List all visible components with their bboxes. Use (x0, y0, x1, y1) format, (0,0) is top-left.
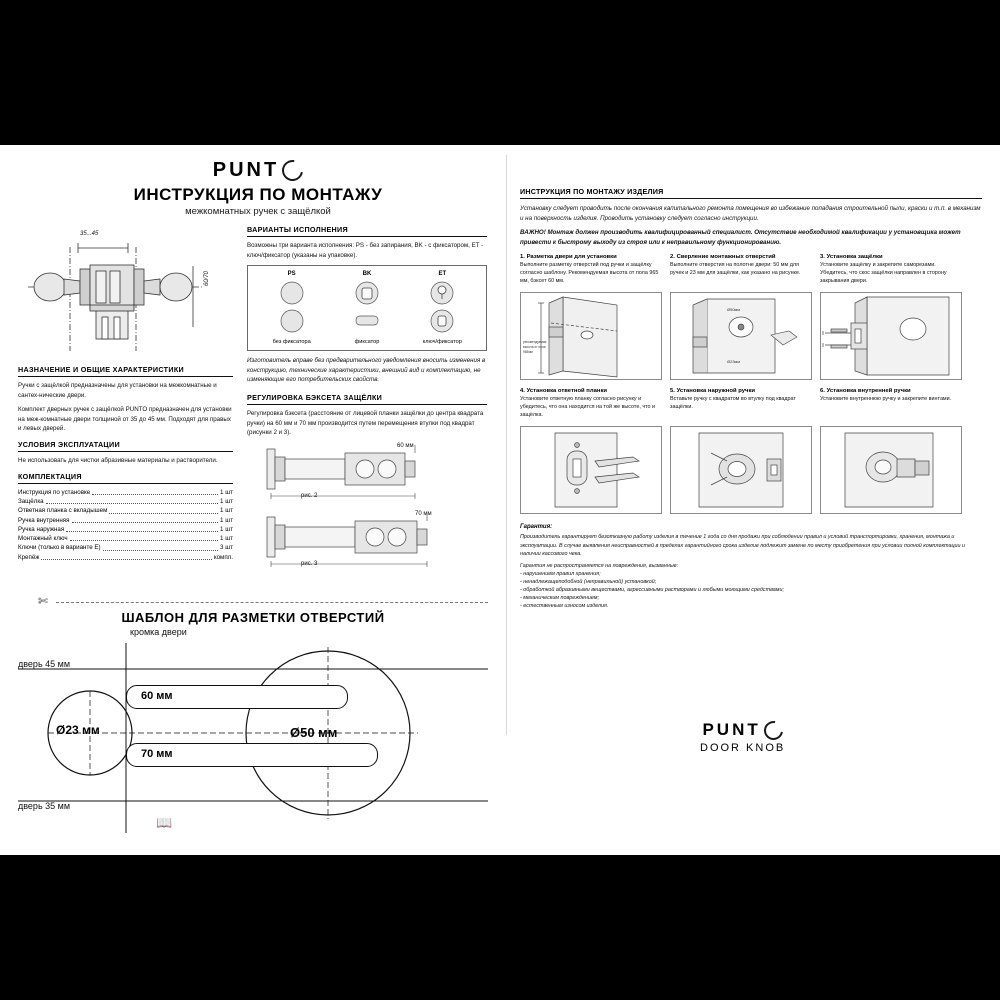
footer-subtitle: DOOR KNOB (700, 742, 786, 754)
assembly-intro: Установку следует проводить после окончания капитального ремонта помещения во избежание попадания строительной пыли, краски и т.п. в механизм и на поверхность изделия. Проводить установку следует согласно инструкции. (520, 205, 981, 222)
kit-item-qty: 3 шт (220, 544, 233, 552)
step-5 (670, 388, 812, 514)
leader-dots (70, 534, 218, 541)
step-4-title: 4. Установка ответной планки (520, 388, 608, 395)
brand-logo (18, 159, 498, 182)
warranty-exclusion: - механическим повреждением; (520, 595, 600, 602)
assembly-title: ИНСТРУКЦИЯ ПО МОНТАЖУ ИЗДЕЛИЯ (520, 187, 982, 199)
pill-60-label: 60 мм (141, 690, 173, 702)
template-title: ШАБЛОН ДЛЯ РАЗМЕТКИ ОТВЕРСТИЙ (121, 610, 385, 625)
brand-wordmark: PUNT (212, 159, 280, 181)
svg-text:Ø50мм: Ø50мм (727, 307, 741, 313)
footer-ring-icon (760, 717, 786, 743)
kit-item (18, 506, 233, 515)
pill-60 (126, 685, 348, 709)
label-door-35: дверь 35 мм (18, 801, 71, 811)
label-hole-50: Ø50 мм (290, 725, 338, 740)
kit-item-name: Инструкция по установке (18, 488, 91, 496)
kit-item-name: Крепёж (18, 553, 40, 561)
section-purpose-title: НАЗНАЧЕНИЕ И ОБЩИЕ ХАРАКТЕРИСТИКИ (18, 365, 233, 377)
cut-line (56, 602, 488, 603)
template-drawing (18, 627, 488, 833)
warranty-exclusions-title: Гарантия не распространяется на повреждения, вызванные: (520, 562, 679, 569)
warranty-exclusion: - ненадлежащеподобной (неправильной) установкой; (520, 578, 657, 585)
left-column (18, 153, 498, 583)
kit-item (18, 534, 233, 543)
fig2-dimension: 60 мм (397, 442, 414, 449)
pill-70 (126, 743, 378, 767)
label-door-edge: кромка двери (130, 627, 187, 637)
fig3-dimension: 70 мм (415, 510, 432, 517)
right-column (520, 153, 982, 610)
variant-code: PS (287, 271, 296, 278)
kit-item (18, 488, 233, 497)
dimension-thickness: 35...45 (80, 231, 99, 237)
variants-diagram (254, 277, 480, 339)
backset-intro: Регулировка бэксета (расстояние от лицевой планки защёлки до центра квадрата ручки) на 60 мм и 70 мм производится путем перемещения втулки под квадрат (рисунки 2 и 3). (247, 410, 484, 437)
svg-text:965мм: 965мм (523, 350, 533, 355)
knob-assembly-svg (18, 231, 233, 359)
section-conditions-title: УСЛОВИЯ ЭКСПЛУАТАЦИИ (18, 440, 233, 452)
kit-item-name: Ключи (только в варианте E) (18, 544, 101, 552)
step-2 (670, 254, 812, 380)
leader-dots (66, 525, 218, 532)
step-2-image (670, 292, 812, 380)
kit-item-qty: 1 шт (220, 497, 233, 505)
step-5-title: 5. Установка наружной ручки (670, 388, 756, 395)
step-5-image (670, 426, 812, 514)
warranty-title: Гарантия: (520, 524, 553, 531)
purpose-p2: Комплект дверных ручек с защёлкой PUNTO предназначен для установки на меж-комнатные двери толщиной от 35 до 45 мм. Подходят для правых и левых дверей. (18, 406, 232, 433)
step-4-desc: Установите ответную планку согласно рисунку и убедитесь, что она находится на той же высоте, что и защёлка. (520, 396, 656, 419)
step-6-desc: Установите внутреннюю ручку и закрепите винтами. (820, 396, 952, 403)
page-subtitle: межкомнатных ручек с защёлкой (185, 206, 331, 217)
step-4 (520, 388, 662, 514)
step-2-desc: Выполните отверстия на полотне двери: 50 мм для ручек и 23 мм для защёлки, как указано на рисунке. (670, 262, 801, 277)
latch-70-svg (247, 511, 473, 569)
backset-fig2 (247, 443, 487, 509)
leader-dots (41, 553, 211, 560)
door-marking-svg (521, 293, 662, 379)
svg-text:рекомендуемая: рекомендуемая (523, 340, 547, 345)
kit-item (18, 543, 233, 552)
leader-dots (103, 543, 218, 550)
variant-code: ET (438, 271, 447, 278)
fig3-caption: рис. 3 (301, 560, 318, 567)
outer-knob-svg (671, 427, 812, 513)
kit-item (18, 516, 233, 525)
kit-item-name: Ручка внутренняя (18, 516, 70, 524)
backset-fig3 (247, 511, 487, 577)
leader-dots (46, 497, 218, 504)
step-3-image (820, 292, 962, 380)
variants-note: Изготовитель вправе без предварительного уведомления вносить изменения в конструкцию, технические характеристики, внешний вид и комплектацию, не изменяющие его потребительских свойств. (247, 357, 486, 384)
kit-item-name: Ручка наружная (18, 525, 65, 533)
step-1-title: 1. Разметка двери для установки (520, 254, 617, 261)
warranty-block (520, 524, 982, 610)
step-3-title: 3. Установка защёлки (820, 254, 883, 261)
step-3 (820, 254, 962, 380)
dimension-backset: 60/70 (204, 270, 210, 286)
latch-60-svg (247, 443, 473, 501)
page-title: ИНСТРУКЦИЯ ПО МОНТАЖУ (133, 185, 383, 204)
strike-plate-svg (521, 427, 662, 513)
kit-item-qty: 1 шт (220, 488, 233, 496)
variants-table (247, 265, 487, 351)
kit-item (18, 525, 233, 534)
kit-item-name: Ответная планка с вкладышем (18, 507, 108, 515)
footer-brand (700, 720, 785, 754)
step-1 (520, 254, 662, 380)
marking-template (18, 594, 488, 850)
left-text-block (18, 365, 233, 577)
step-6 (820, 388, 962, 514)
step-1-desc: Выполните разметку отверстий под ручки и защёлку согласно шаблону. Рекомендуемая высота от пола 965 мм, бэксет 60 мм. (520, 262, 659, 285)
latch-install-svg (821, 293, 962, 379)
leader-dots (92, 488, 218, 495)
purpose-p1: Ручки с защёлкой предназначены для установки на межкомнатные и сантех-нические двери. (18, 382, 217, 399)
variant-caption: без фиксатора (272, 339, 311, 346)
variants-title: ВАРИАНТЫ ИСПОЛНЕНИЯ (247, 225, 487, 237)
kit-item-qty: компл. (213, 553, 233, 561)
label-door-45: дверь 45 мм (18, 659, 71, 669)
footer-wordmark: PUNT (702, 720, 761, 739)
drilling-svg (671, 293, 812, 379)
step-1-image (520, 292, 662, 380)
kit-item (18, 553, 233, 562)
pill-70-label: 70 мм (141, 748, 173, 760)
kit-item-qty: 1 шт (220, 507, 233, 515)
book-icon: 📖 (156, 815, 173, 830)
inner-knob-svg (821, 427, 962, 513)
kit-item-qty: 1 шт (220, 535, 233, 543)
step-4-image (520, 426, 662, 514)
instruction-sheet (0, 145, 1000, 855)
product-drawing (18, 231, 233, 361)
variant-caption: фиксатор (354, 339, 380, 346)
variant-code: BK (362, 271, 372, 278)
fig2-caption: рис. 2 (301, 492, 318, 499)
backset-title: РЕГУЛИРОВКА БЭКСЕТА ЗАЩЁЛКИ (247, 393, 487, 405)
section-kit (18, 472, 233, 562)
column-divider (506, 155, 507, 735)
step-2-title: 2. Сверление монтажных отверстий (670, 254, 776, 261)
scissors-icon: ✄ (38, 594, 49, 608)
section-kit-title: КОМПЛЕКТАЦИЯ (18, 472, 233, 484)
assembly-important: ВАЖНО! Монтаж должен производить квалифицированный специалист. Отсутствие необходимой квалификации у установщика может привести к быстрому выходу из строя или к неправильному функционированию. (520, 229, 961, 246)
label-hole-23: Ø23 мм (56, 723, 100, 737)
section-conditions (18, 440, 233, 466)
leader-dots (109, 506, 218, 513)
kit-item-name: Монтажный ключ (18, 535, 68, 543)
brand-ring-icon (278, 156, 307, 185)
warranty-exclusion: - обработкой абразивными веществами, агрессивными растворами и любыми моющими средствами; (520, 587, 784, 594)
section-purpose (18, 365, 233, 434)
svg-text:высота от пола: высота от пола (523, 345, 546, 350)
step-6-title: 6. Установка внутренней ручки (820, 388, 911, 395)
warranty-exclusion: - нарушением правил хранения; (520, 570, 601, 577)
step-3-desc: Установите защёлку и закрепите саморезами. Убедитесь, что скос защёлки направлен в сторону закрывания двери. (820, 262, 947, 285)
kit-item-qty: 1 шт (220, 525, 233, 533)
conditions-p1: Не использовать для чистки абразивные материалы и растворители. (18, 457, 218, 465)
kit-item-name: Защёлка (18, 497, 44, 505)
variant-caption: ключ/фиксатор (422, 339, 462, 346)
warranty-exclusion: - естественным износом изделия. (520, 603, 609, 610)
steps-grid (520, 254, 982, 514)
kit-item-qty: 1 шт (220, 516, 233, 524)
warranty-text: Производитель гарантирует безотказную работу изделия в течение 1 года со дня продажи при соблюдении правил и условий транспортировки, хранения, монтажа и эксплуатации. В случае выявления неисправностей в пределах гарантийного срока изделие подлежит замене по месту приобретения при условии полной комплектации и наличии кассового чека. (520, 534, 966, 557)
variants-intro: Возможны три варианта исполнения: PS - без запирания, BK - с фиксатором, ET - ключ/фиксатор (указаны на упаковке). (247, 242, 484, 259)
leader-dots (72, 516, 219, 523)
variants-column (247, 225, 487, 577)
svg-text:Ø23мм: Ø23мм (727, 359, 741, 365)
step-5-desc: Вставьте ручку с квадратом во втулку под квадрат защёлки. (670, 396, 796, 411)
kit-item (18, 497, 233, 506)
step-6-image (820, 426, 962, 514)
